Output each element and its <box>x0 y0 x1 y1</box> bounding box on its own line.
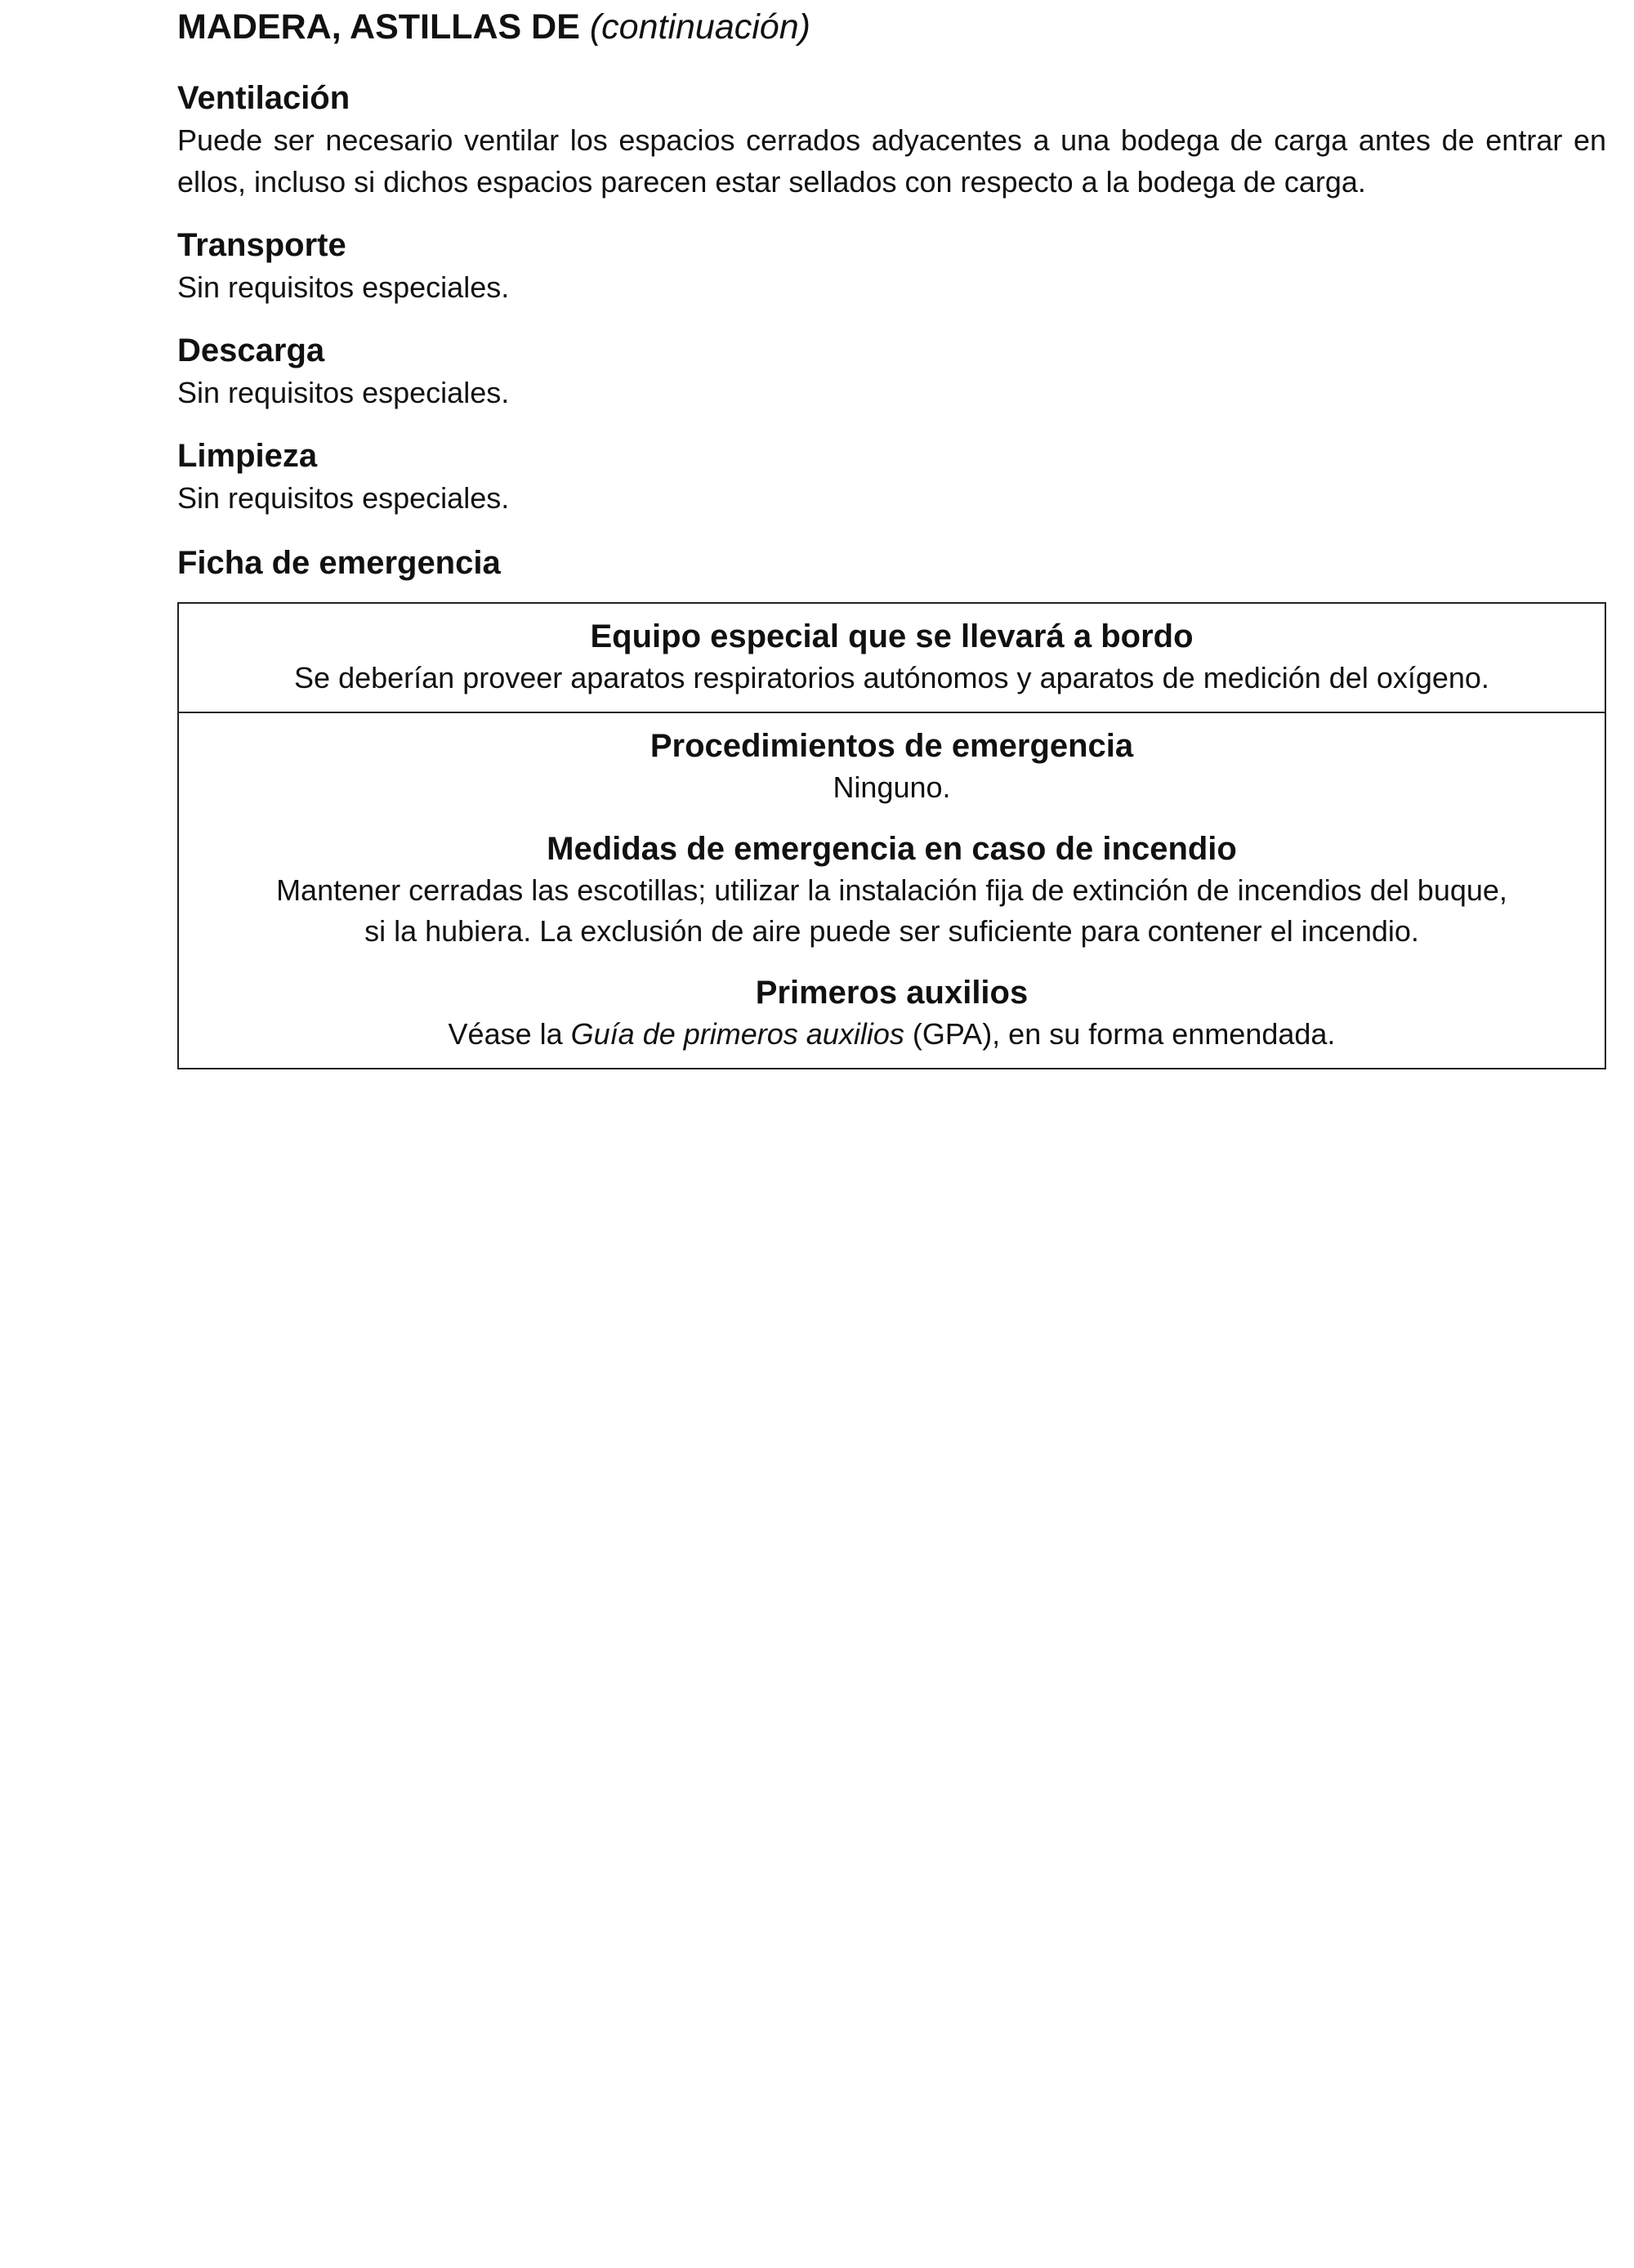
equipo-heading: Equipo especial que se llevará a bordo <box>590 618 1194 654</box>
ficha-cell-equipo <box>179 604 1605 712</box>
section-limpieza <box>177 435 1606 519</box>
section-transporte <box>177 224 1606 308</box>
auxilios-text-post: (GPA), en su forma enmendada. <box>904 1017 1336 1051</box>
section-text: Sin requisitos especiales. <box>177 270 510 304</box>
section-heading: Limpieza <box>177 438 318 474</box>
auxilios-block <box>199 971 1585 1055</box>
procedimientos-text: Ninguno. <box>833 770 951 804</box>
procedimientos-heading: Procedimientos de emergencia <box>650 728 1134 764</box>
auxilios-heading: Primeros auxilios <box>755 975 1029 1011</box>
incendio-text-line1: Mantener cerradas las escotillas; utilizar la instalación fija de extinción de incendios del buque, <box>276 873 1507 907</box>
section-heading: Ventilación <box>177 80 350 116</box>
ficha-cell-procedimientos <box>179 712 1605 1068</box>
incendio-text-line2: si la hubiera. La exclusión de aire puede ser suficiente para contener el incendio. <box>364 914 1419 948</box>
incendio-heading: Medidas de emergencia en caso de incendio <box>547 831 1237 867</box>
document-page <box>177 0 1606 1069</box>
page-title-continuation: (continuación) <box>589 7 810 47</box>
ficha-heading: Ficha de emergencia <box>177 545 501 581</box>
auxilios-text <box>199 1014 1585 1055</box>
auxilios-guide-title: Guía de primeros auxilios <box>570 1017 904 1051</box>
page-title-main: MADERA, ASTILLAS DE <box>177 7 580 47</box>
section-text: Sin requisitos especiales. <box>177 481 510 515</box>
ficha-emergencia-box <box>177 602 1606 1069</box>
section-heading: Descarga <box>177 333 325 368</box>
section-ventilacion <box>177 77 1606 203</box>
procedimientos-block <box>199 725 1585 808</box>
section-text: Puede ser necesario ventilar los espacios cerrados adyacentes a una bodega de carga antes de entrar en ellos, incluso si dichos espacios parecen estar sellados con respecto a la bodega de carga. <box>177 123 1606 199</box>
page-title <box>177 5 1606 49</box>
auxilios-text-pre: Véase la <box>448 1017 571 1051</box>
equipo-text: Se deberían proveer aparatos respiratorios autónomos y aparatos de medición del oxígeno. <box>294 661 1489 694</box>
section-heading: Transporte <box>177 227 346 263</box>
section-descarga <box>177 329 1606 413</box>
incendio-block <box>199 828 1585 952</box>
section-text: Sin requisitos especiales. <box>177 376 510 409</box>
